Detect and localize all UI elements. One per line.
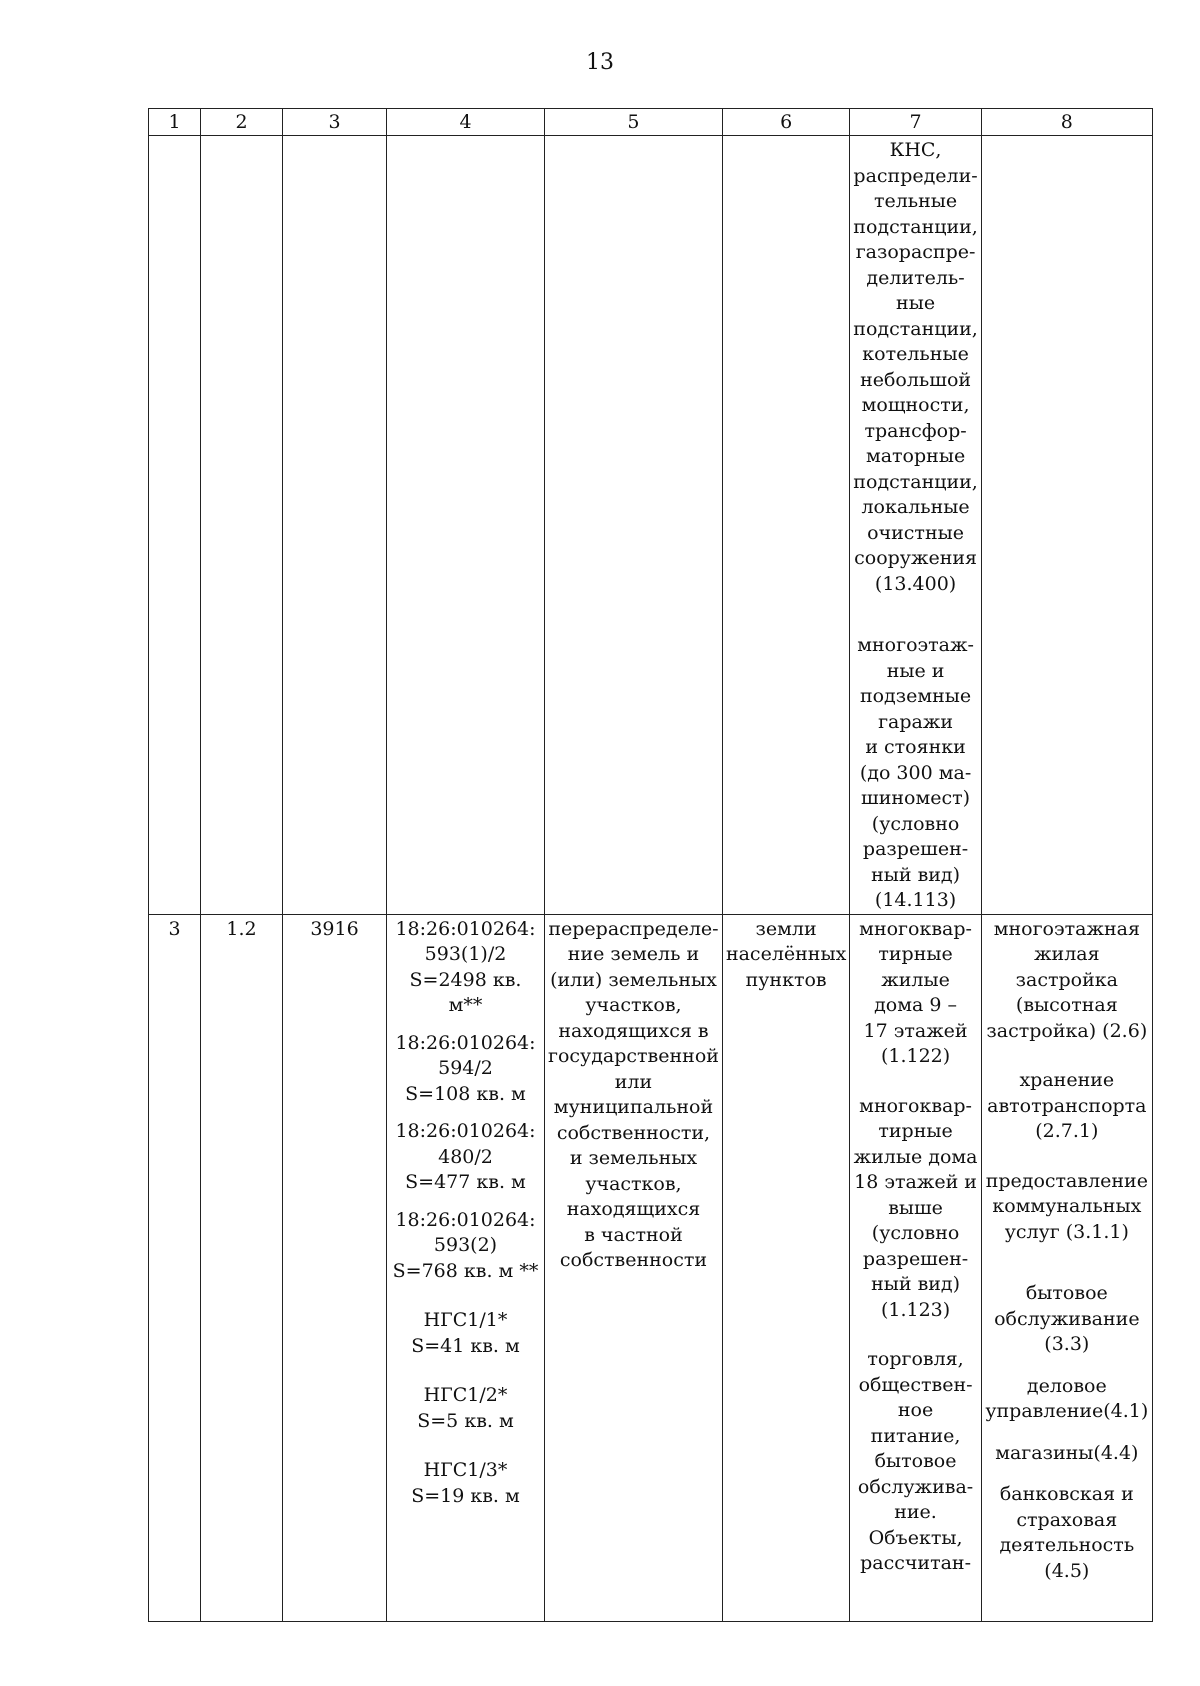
use-classifier-entry: многоэтажная жилая застройка (высотная застройка) (2.6) <box>986 917 1148 1042</box>
cadastral-entry: 18:26:010264: 480/2 S=477 кв. м <box>395 1120 536 1193</box>
cell-empty <box>981 136 1152 915</box>
column-header: 3 <box>283 109 387 136</box>
cell-empty <box>545 136 723 915</box>
cadastral-entry: НГС1/3* S=19 кв. м <box>411 1459 520 1507</box>
row-number: 3 <box>168 917 181 940</box>
column-header: 1 <box>149 109 201 136</box>
permitted-use-entry: многоквар- тирные жилые дома 18 этажей и выше (условно разрешен- ный вид) (1.123) <box>853 1094 978 1321</box>
column-header: 8 <box>981 109 1152 136</box>
cadastral-entry: НГС1/1* S=41 кв. м <box>411 1309 520 1357</box>
column-header: 7 <box>850 109 982 136</box>
cadastral-entry: НГС1/2* S=5 кв. м <box>417 1384 514 1432</box>
column-header: 5 <box>545 109 723 136</box>
page-number: 13 <box>586 50 614 75</box>
cell-cadastral-numbers <box>387 914 545 1621</box>
cell-empty <box>201 136 283 915</box>
permitted-use-entry: КНС, распредели- тельные подстанции, газораспре- делитель- ные подстанции, котельные небольшой мощности, трансфор- маторные подстанции, локальные очистные сооружения (13.400) <box>853 139 978 595</box>
cell-empty <box>722 136 849 915</box>
table-header-row <box>149 109 1153 136</box>
use-classifier-entry: банковская и страховая деятельность (4.5) <box>999 1483 1135 1582</box>
zone-code: 1.2 <box>226 917 257 940</box>
cell-empty <box>149 136 201 915</box>
use-classifier-entry: предоставление коммунальных услуг (3.1.1) <box>985 1169 1148 1243</box>
column-header: 4 <box>387 109 545 136</box>
land-use-table <box>148 108 1153 1622</box>
cell-procedure <box>545 914 723 1621</box>
cell-row-number <box>149 914 201 1621</box>
cell-permitted-use-continuation <box>850 136 982 915</box>
use-classifier-entry: бытовое обслуживание (3.3) <box>994 1282 1140 1355</box>
area-total: 3916 <box>310 917 359 940</box>
permitted-use-entry: торговля, обществен- ное питание, бытовое обслужива- ние. Объекты, рассчитан- <box>857 1348 974 1574</box>
cadastral-entry: 18:26:010264: 594/2 S=108 кв. м <box>395 1031 536 1105</box>
land-category: земли населённых пунктов <box>725 917 847 991</box>
cadastral-entry: 18:26:010264: 593(2) S=768 кв. м ** <box>392 1208 539 1282</box>
cell-empty <box>283 136 387 915</box>
permitted-use-entry: многоэтаж- ные и подземные гаражи и стоянки (до 300 ма- шиномест) (условно разрешен- ный вид) (14.113) <box>857 634 974 911</box>
cell-empty <box>387 136 545 915</box>
use-classifier-entry: хранение автотранспорта (2.7.1) <box>987 1069 1147 1142</box>
cell-zone-code <box>201 914 283 1621</box>
use-classifier-entry: магазины(4.4) <box>995 1441 1139 1464</box>
column-header: 6 <box>722 109 849 136</box>
cell-area-total <box>283 914 387 1621</box>
use-classifier-entry: деловое управление(4.1) <box>985 1374 1149 1422</box>
cell-permitted-use <box>850 914 982 1621</box>
procedure-text: перераспределе- ние земель и (или) земельных участков, находящихся в государственной или муниципальной собственности, и земельных участков, находящихся в частной собственности <box>548 917 719 1271</box>
permitted-use-entry: многоквар- тирные жилые дома 9 – 17 этажей (1.122) <box>859 917 972 1067</box>
table-row <box>149 914 1153 1621</box>
column-header: 2 <box>201 109 283 136</box>
table-row-continuation <box>149 136 1153 915</box>
cell-use-classifier <box>981 914 1152 1621</box>
cadastral-entry: 18:26:010264: 593(1)/2 S=2498 кв. м** <box>395 917 536 1016</box>
cell-land-category <box>722 914 849 1621</box>
